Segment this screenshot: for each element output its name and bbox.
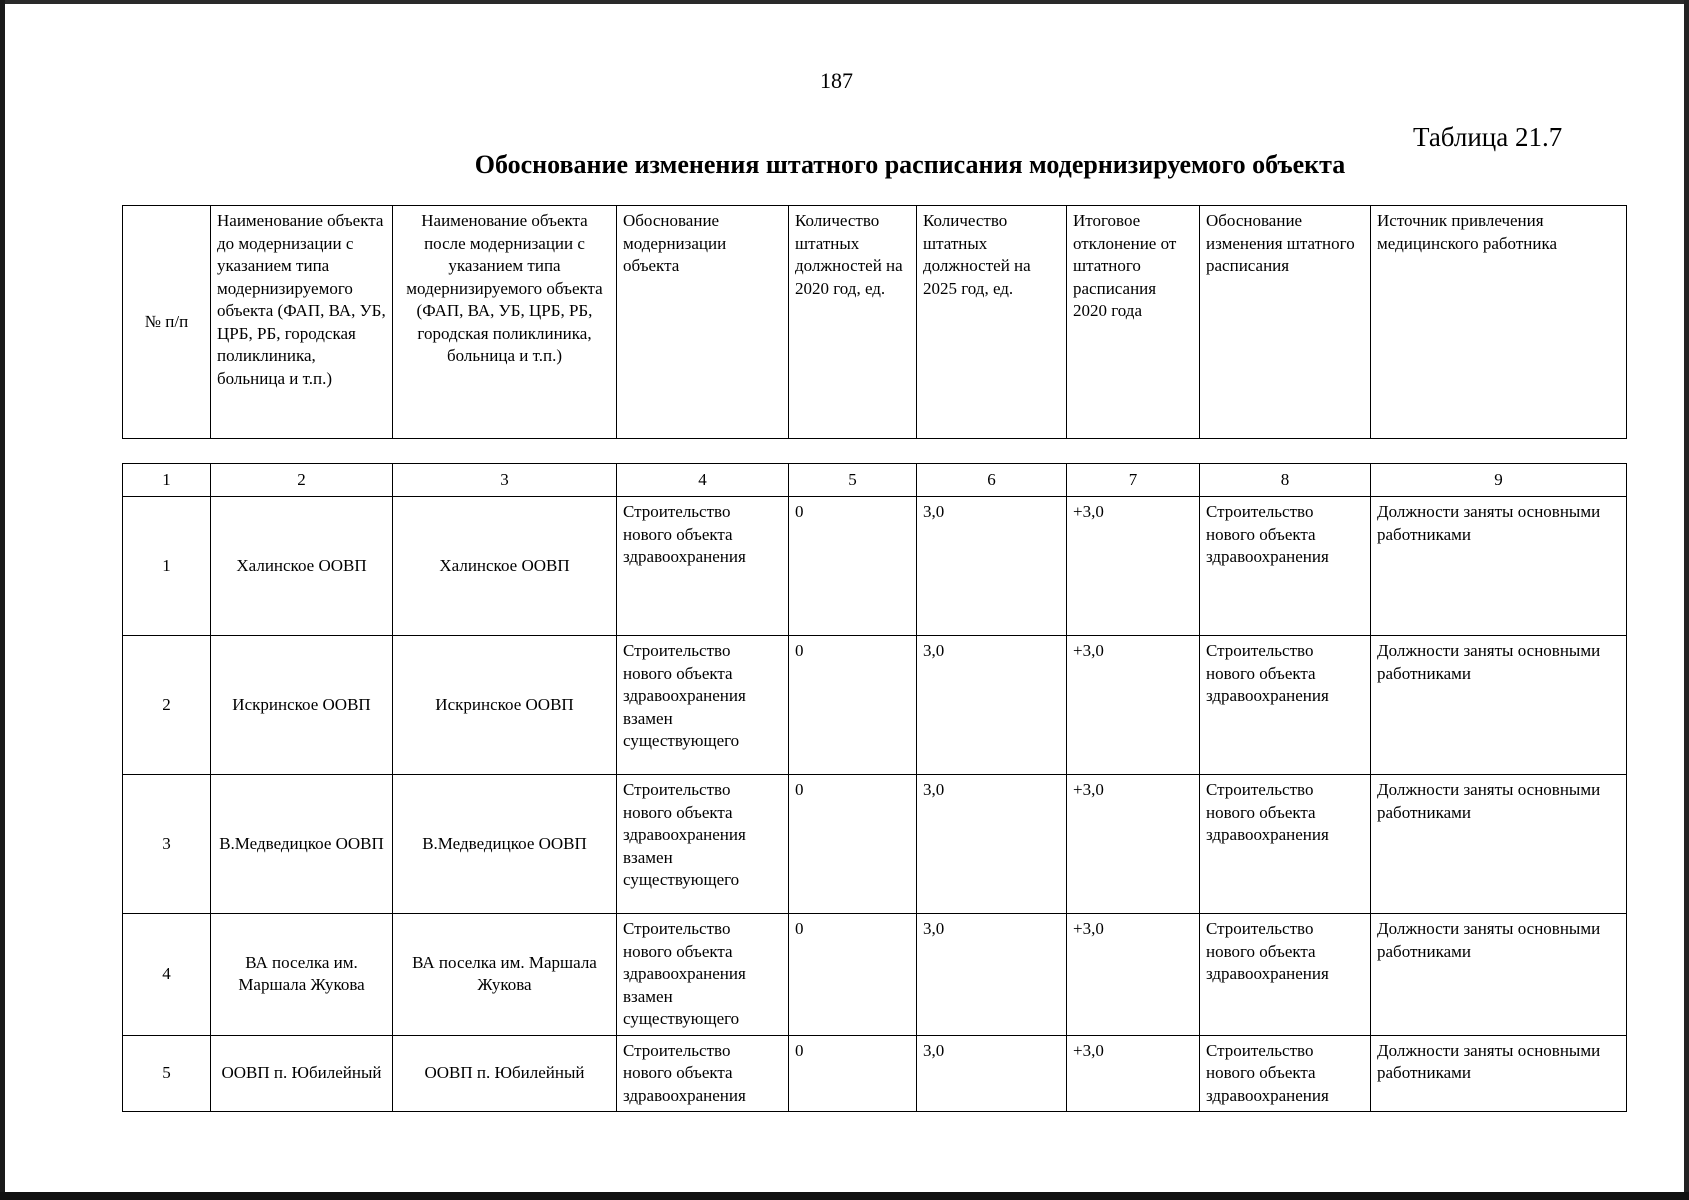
header-cell-source: Источник привлечения медицинского работника (1371, 206, 1627, 439)
staff-source: Должности заняты основными работниками (1371, 914, 1627, 1036)
staff-2020: 0 (789, 497, 917, 636)
row-number: 1 (123, 497, 211, 636)
deviation: +3,0 (1067, 1035, 1200, 1112)
table-row (123, 636, 1627, 775)
staff-2025: 3,0 (917, 497, 1067, 636)
header-cell-justification: Обоснование модернизации объекта (617, 206, 789, 439)
object-after: В.Медведицкое ООВП (393, 775, 617, 914)
staff-2025: 3,0 (917, 914, 1067, 1036)
staff-source: Должности заняты основными работниками (1371, 1035, 1627, 1112)
column-number-row (123, 464, 1627, 497)
header-cell-number: № п/п (123, 206, 211, 439)
staff-source: Должности заняты основными работниками (1371, 636, 1627, 775)
object-after: ВА поселка им. Маршала Жукова (393, 914, 617, 1036)
object-before: ООВП п. Юбилейный (211, 1035, 393, 1112)
staff-source: Должности заняты основными работниками (1371, 497, 1627, 636)
row-number: 3 (123, 775, 211, 914)
column-number: 2 (211, 464, 393, 497)
header-cell-after: Наименование объекта после модернизации с указанием типа модернизируемого объекта (ФАП, ВА, УБ, ЦРБ, РБ, городская поликлиника, больница и т.п.) (393, 206, 617, 439)
header-row (123, 206, 1627, 439)
staff-2020: 0 (789, 914, 917, 1036)
object-after: ООВП п. Юбилейный (393, 1035, 617, 1112)
scan-border-bottom (0, 1192, 1689, 1200)
column-number: 6 (917, 464, 1067, 497)
deviation: +3,0 (1067, 914, 1200, 1036)
modernization-justification: Строительство нового объекта здравоохранения взамен существующего (617, 636, 789, 775)
staff-2020: 0 (789, 775, 917, 914)
change-reason: Строительство нового объекта здравоохранения (1200, 1035, 1371, 1112)
table-row (123, 1035, 1627, 1112)
modernization-justification: Строительство нового объекта здравоохранения взамен существующего (617, 914, 789, 1036)
change-reason: Строительство нового объекта здравоохранения (1200, 775, 1371, 914)
change-reason: Строительство нового объекта здравоохранения (1200, 497, 1371, 636)
modernization-justification: Строительство нового объекта здравоохранения (617, 497, 789, 636)
header-cell-deviation: Итоговое отклонение от штатного расписания 2020 года (1067, 206, 1200, 439)
staff-2025: 3,0 (917, 1035, 1067, 1112)
table-label: Таблица 21.7 (1413, 122, 1563, 152)
staff-2020: 0 (789, 1035, 917, 1112)
staff-2025: 3,0 (917, 775, 1067, 914)
column-number: 1 (123, 464, 211, 497)
table-row (123, 497, 1627, 636)
column-number: 8 (1200, 464, 1371, 497)
header-cell-staff-2020: Количество штатных должностей на 2020 год, ед. (789, 206, 917, 439)
modernization-justification: Строительство нового объекта здравоохранения взамен существующего (617, 775, 789, 914)
column-number: 9 (1371, 464, 1627, 497)
scan-border-right (1684, 0, 1689, 1200)
staff-2025: 3,0 (917, 636, 1067, 775)
row-number: 4 (123, 914, 211, 1036)
header-cell-before: Наименование объекта до модернизации с указанием типа модернизируемого объекта (ФАП, ВА, УБ, ЦРБ, РБ, городская поликлиника, больница и т.п.) (211, 206, 393, 439)
object-before: ВА поселка им. Маршала Жукова (211, 914, 393, 1036)
deviation: +3,0 (1067, 775, 1200, 914)
deviation: +3,0 (1067, 497, 1200, 636)
object-after: Искринское ООВП (393, 636, 617, 775)
staff-source: Должности заняты основными работниками (1371, 775, 1627, 914)
object-before: Искринское ООВП (211, 636, 393, 775)
staff-2020: 0 (789, 636, 917, 775)
row-number: 2 (123, 636, 211, 775)
column-number: 3 (393, 464, 617, 497)
scan-border-top (0, 0, 1689, 4)
header-table (122, 205, 1627, 439)
table-row (123, 775, 1627, 914)
column-number: 4 (617, 464, 789, 497)
object-after: Халинское ООВП (393, 497, 617, 636)
scan-border-left (0, 0, 5, 1200)
modernization-justification: Строительство нового объекта здравоохранения (617, 1035, 789, 1112)
row-number: 5 (123, 1035, 211, 1112)
page-number: 187 (820, 68, 853, 93)
data-table (122, 463, 1627, 1112)
column-number: 7 (1067, 464, 1200, 497)
object-before: Халинское ООВП (211, 497, 393, 636)
table-row (123, 914, 1627, 1036)
column-number: 5 (789, 464, 917, 497)
header-cell-change-reason: Обоснование изменения штатного расписания (1200, 206, 1371, 439)
change-reason: Строительство нового объекта здравоохранения (1200, 914, 1371, 1036)
header-cell-staff-2025: Количество штатных должностей на 2025 год, ед. (917, 206, 1067, 439)
deviation: +3,0 (1067, 636, 1200, 775)
change-reason: Строительство нового объекта здравоохранения (1200, 636, 1371, 775)
document-title: Обоснование изменения штатного расписания модернизируемого объекта (474, 150, 1346, 179)
object-before: В.Медведицкое ООВП (211, 775, 393, 914)
